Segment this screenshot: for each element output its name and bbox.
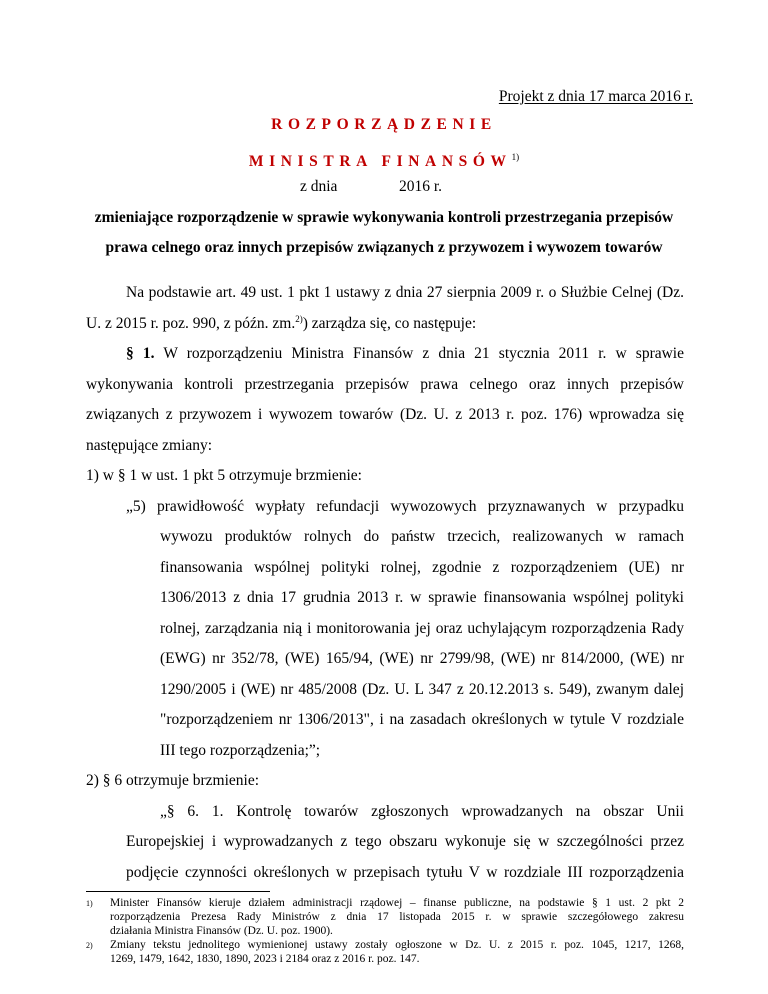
document-title: ROZPORZĄDZENIE xyxy=(271,116,497,133)
item-intro: 2) § 6 otrzymuje brzmienie: xyxy=(86,772,260,789)
quoted-line: wywozu produktów rolnych do państw trzecich, realizowanych w ramach xyxy=(160,528,684,545)
preamble-text: U. z 2015 r. poz. 990, z późn. zm. xyxy=(86,315,296,332)
footnote-ref: 2) xyxy=(295,314,303,324)
subtitle-footnote-ref: 1) xyxy=(511,152,520,162)
item-intro: 1) w § 1 w ust. 1 pkt 5 otrzymuje brzmienie: xyxy=(86,467,362,484)
paragraph-text: W rozporządzeniu Ministra Finansów z dnia 21 stycznia 2011 r. w sprawie xyxy=(163,345,684,362)
quoted-line: (EWG) nr 352/78, (WE) 165/94, (WE) nr 2799/98, (WE) nr 814/2000, (WE) nr xyxy=(160,650,684,667)
preamble-text: ) zarządza się, co następuje: xyxy=(302,315,477,332)
document-subtitle xyxy=(0,152,768,171)
subject-line: zmieniające rozporządzenie w sprawie wykonywania kontroli przestrzegania przepisów xyxy=(94,209,674,226)
subtitle-text: MINISTRA FINANSÓW xyxy=(248,153,512,170)
quoted-line: 1290/2005 i (WE) nr 485/2008 (Dz. U. L 347 z 20.12.2013 s. 549), zwanym dalej xyxy=(160,681,684,698)
paragraph-line: następujące zmiany: xyxy=(86,437,213,454)
quoted-line: podjęcie czynności określonych w przepisach tytułu V w rozdziale III rozporządzenia xyxy=(126,864,684,881)
quoted-line: rolnej, zarządzania nią i monitorowania jej oraz uchylającym rozporządzenia Rady xyxy=(160,620,684,637)
paragraph-line: wykonywania kontroli przestrzegania przepisów prawa celnego oraz innych przepisów xyxy=(86,376,684,393)
paragraph-marker: § 1. xyxy=(126,345,155,362)
preamble-line: Na podstawie art. 49 ust. 1 pkt 1 ustawy z dnia 27 sierpnia 2009 r. o Służbie Celnej (Dz. xyxy=(126,284,684,301)
paragraph-line: związanych z przywozem i wywozem towarów (Dz. U. z 2013 r. poz. 176) wprowadza się xyxy=(86,406,684,423)
footnote-separator xyxy=(86,891,270,892)
date-prefix: z dnia xyxy=(300,178,338,195)
quoted-line: 1306/2013 z dnia 17 grudnia 2013 r. w sprawie finansowania wspólnej polityki xyxy=(160,589,684,606)
quoted-line: "rozporządzeniem nr 1306/2013", i na zasadach określonych w tytule V rozdziale xyxy=(160,711,684,728)
preamble-line xyxy=(86,314,476,333)
project-date: Projekt z dnia 17 marca 2016 r. xyxy=(498,88,693,105)
quoted-line: „§ 6. 1. Kontrolę towarów zgłoszonych wprowadzanych na obszar Unii xyxy=(160,803,684,820)
footnote-line: Minister Finansów kieruje działem administracji rządowej – finanse publiczne, na podstawie § 1 ust. 2 pkt 2 xyxy=(110,897,684,909)
date-year: 2016 r. xyxy=(399,178,443,195)
footnote-line: 1269, 1479, 1642, 1830, 1890, 2023 i 2184 oraz z 2016 r. poz. 147. xyxy=(110,953,420,965)
subject-line: prawa celnego oraz innych przepisów związanych z przywozem i wywozem towarów xyxy=(105,239,663,256)
quoted-line: finansowania wspólnej polityki rolnej, zgodnie z rozporządzeniem (UE) nr xyxy=(160,559,684,576)
quoted-line: Europejskiej i wyprowadzanych z tego obszaru wykonuje się w szczególności przez xyxy=(126,833,684,850)
footnote-line: działania Ministra Finansów (Dz. U. poz. 1900). xyxy=(110,925,333,937)
footnote-marker: 2) xyxy=(86,941,93,950)
footnote-marker: 1) xyxy=(86,899,93,908)
footnote-line: Zmiany tekstu jednolitego wymienionej ustawy zostały ogłoszone w Dz. U. z 2015 r. poz. 1045, 1217, 1268, xyxy=(110,939,684,951)
quoted-line: „5) prawidłowość wypłaty refundacji wywozowych przyznawanych w przypadku xyxy=(126,498,684,515)
footnote-line: rozporządzenia Prezesa Rady Ministrów z dnia 17 listopada 2015 r. w sprawie szczegółowego zakresu xyxy=(110,911,684,923)
quoted-line: III tego rozporządzenia;”; xyxy=(160,742,321,759)
paragraph-line xyxy=(126,345,684,363)
